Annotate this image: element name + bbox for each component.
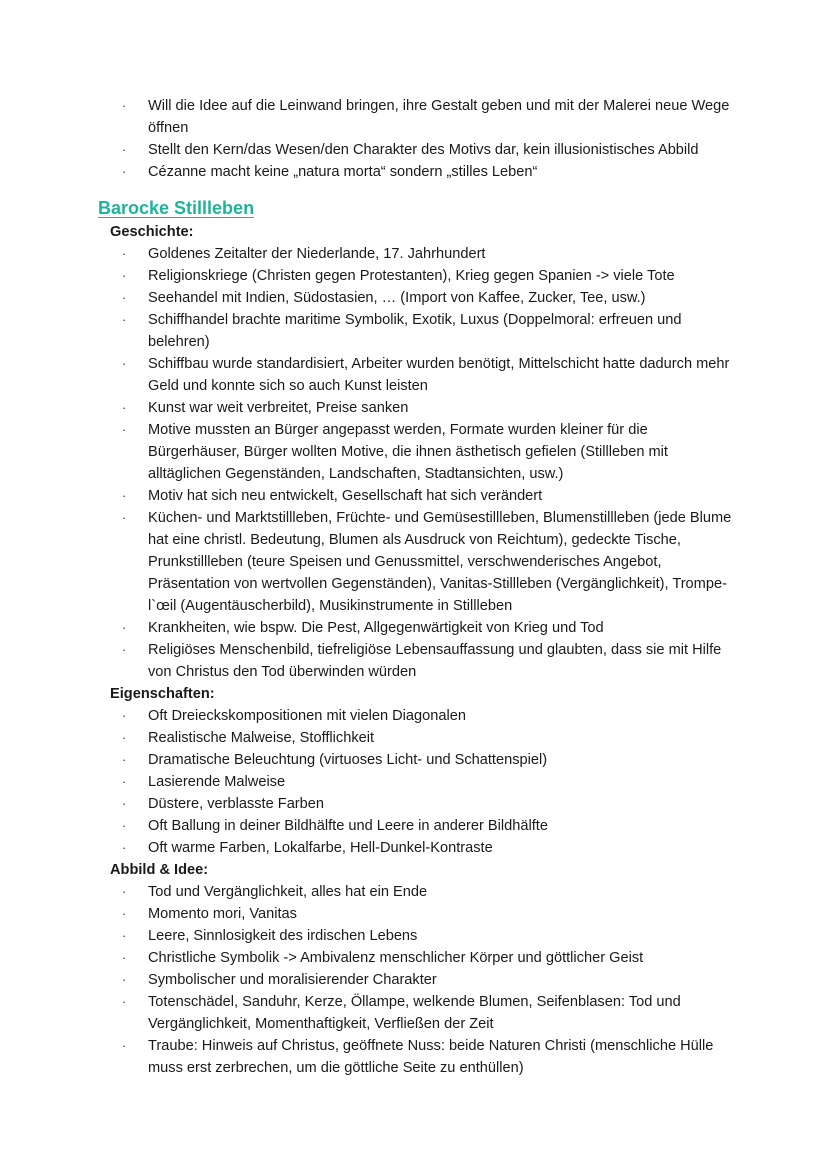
intro-list xyxy=(0,95,828,183)
list-item-text: Realistische Malweise, Stofflichkeit xyxy=(148,730,375,746)
list-item-text: Cézanne macht keine „natura morta“ sondern „stilles Leben“ xyxy=(148,164,538,180)
eigenschaften-list xyxy=(0,705,828,859)
bullet-icon: · xyxy=(122,268,127,283)
list-item xyxy=(0,639,828,683)
list-item-text: Oft warme Farben, Lokalfarbe, Hell-Dunkel-Kontraste xyxy=(148,840,493,856)
bullet-icon: · xyxy=(122,510,127,525)
bullet-icon: · xyxy=(122,164,127,179)
list-item-text: Schiffhandel brachte maritime Symbolik, Exotik, Luxus (Doppelmoral: erfreuen und belehren) xyxy=(148,312,682,350)
list-item-text: Leere, Sinnlosigkeit des irdischen Lebens xyxy=(148,928,418,944)
bullet-icon: · xyxy=(122,928,127,943)
subsection-title-geschichte: Geschichte: xyxy=(110,224,194,240)
list-item-text: Goldenes Zeitalter der Niederlande, 17. Jahrhundert xyxy=(148,246,486,262)
list-item-text: Traube: Hinweis auf Christus, geöffnete Nuss: beide Naturen Christi (menschliche Hülle muss erst zerbrechen, um die göttliche Seite zu enthüllen) xyxy=(148,1038,714,1076)
bullet-icon: · xyxy=(122,246,127,261)
list-item xyxy=(0,969,828,991)
list-item-text: Motiv hat sich neu entwickelt, Gesellschaft hat sich verändert xyxy=(148,488,543,504)
bullet-icon: · xyxy=(122,356,127,371)
bullet-icon: · xyxy=(122,312,127,327)
list-item xyxy=(0,727,828,749)
list-item-text: Dramatische Beleuchtung (virtuoses Licht- und Schattenspiel) xyxy=(148,752,548,768)
list-item xyxy=(0,705,828,727)
bullet-icon: · xyxy=(122,994,127,1009)
list-item xyxy=(0,617,828,639)
bullet-icon: · xyxy=(122,422,127,437)
list-item xyxy=(0,881,828,903)
subsection-title-abbild-idee: Abbild & Idee: xyxy=(110,862,209,878)
list-item-text: Küchen- und Marktstillleben, Früchte- und Gemüsestillleben, Blumenstillleben (jede Blume hat eine christl. Bedeutung, Blumen als Ausdruck von Reichtum), gedeckte Tische, Prunkstillleben (teure Speisen und Genussmittel, verschwenderisches Angebot, Präsentation von wertvollen Gegenständen), Vanitas-Stillleben (Vergänglichkeit), Trompe-l`œil (Augentäuscherbild), Musikinstrumente in Stillleben xyxy=(148,510,732,614)
section-heading: Barocke Stillleben xyxy=(98,198,255,218)
list-item-text: Stellt den Kern/das Wesen/den Charakter des Motivs dar, kein illusionistisches Abbild xyxy=(148,142,699,158)
list-item-text: Religionskriege (Christen gegen Protestanten), Krieg gegen Spanien -> viele Tote xyxy=(148,268,675,284)
bullet-icon: · xyxy=(122,884,127,899)
list-item-text: Oft Dreieckskompositionen mit vielen Diagonalen xyxy=(148,708,466,724)
list-item xyxy=(0,507,828,617)
list-item xyxy=(0,95,828,139)
bullet-icon: · xyxy=(122,752,127,767)
bullet-icon: · xyxy=(122,98,127,113)
list-item xyxy=(0,419,828,485)
list-item xyxy=(0,485,828,507)
list-item xyxy=(0,397,828,419)
bullet-icon: · xyxy=(122,142,127,157)
list-item-text: Lasierende Malweise xyxy=(148,774,286,790)
bullet-icon: · xyxy=(122,774,127,789)
list-item-text: Religiöses Menschenbild, tiefreligiöse Lebensauffassung und glaubten, dass sie mit Hilfe von Christus den Tod überwinden würden xyxy=(148,642,722,680)
list-item-text: Tod und Vergänglichkeit, alles hat ein Ende xyxy=(148,884,428,900)
list-item-text: Momento mori, Vanitas xyxy=(148,906,297,922)
list-item xyxy=(0,815,828,837)
list-item-text: Seehandel mit Indien, Südostasien, … (Import von Kaffee, Zucker, Tee, usw.) xyxy=(148,290,646,306)
bullet-icon: · xyxy=(122,840,127,855)
list-item xyxy=(0,139,828,161)
bullet-icon: · xyxy=(122,950,127,965)
abbild-idee-list xyxy=(0,881,828,1079)
list-item xyxy=(0,771,828,793)
list-item-text: Schiffbau wurde standardisiert, Arbeiter wurden benötigt, Mittelschicht hatte dadurch mehr Geld und konnte sich so auch Kunst leisten xyxy=(148,356,730,394)
list-item-text: Motive mussten an Bürger angepasst werden, Formate wurden kleiner für die Bürgerhäuser, Bürger wollten Motive, die ihnen ästhetisch gefielen (Stillleben mit alltäglichen Gegenständen, Landschaften, Stadtansichten, usw.) xyxy=(148,422,668,482)
bullet-icon: · xyxy=(122,400,127,415)
list-item xyxy=(0,265,828,287)
list-item xyxy=(0,309,828,353)
list-item xyxy=(0,749,828,771)
list-item-text: Oft Ballung in deiner Bildhälfte und Leere in anderer Bildhälfte xyxy=(148,818,548,834)
list-item-text: Symbolischer und moralisierender Charakter xyxy=(148,972,437,988)
bullet-icon: · xyxy=(122,708,127,723)
bullet-icon: · xyxy=(122,488,127,503)
list-item xyxy=(0,793,828,815)
list-item-text: Will die Idee auf die Leinwand bringen, ihre Gestalt geben und mit der Malerei neue Wege öffnen xyxy=(148,98,730,136)
list-item xyxy=(0,837,828,859)
list-item-text: Christliche Symbolik -> Ambivalenz menschlicher Körper und göttlicher Geist xyxy=(148,950,644,966)
bullet-icon: · xyxy=(122,906,127,921)
list-item xyxy=(0,925,828,947)
bullet-icon: · xyxy=(122,620,127,635)
bullet-icon: · xyxy=(122,642,127,657)
bullet-icon: · xyxy=(122,796,127,811)
list-item xyxy=(0,161,828,183)
bullet-icon: · xyxy=(122,818,127,833)
list-item xyxy=(0,353,828,397)
bullet-icon: · xyxy=(122,972,127,987)
list-item-text: Krankheiten, wie bspw. Die Pest, Allgegenwärtigkeit von Krieg und Tod xyxy=(148,620,604,636)
list-item xyxy=(0,903,828,925)
list-item-text: Düstere, verblasste Farben xyxy=(148,796,325,812)
bullet-icon: · xyxy=(122,730,127,745)
list-item xyxy=(0,947,828,969)
document-page xyxy=(0,95,828,1079)
list-item xyxy=(0,991,828,1035)
subsection-title-eigenschaften: Eigenschaften: xyxy=(110,686,215,702)
geschichte-list xyxy=(0,243,828,683)
list-item xyxy=(0,1035,828,1079)
list-item-text: Totenschädel, Sanduhr, Kerze, Öllampe, welkende Blumen, Seifenblasen: Tod und Vergänglichkeit, Momenthaftigkeit, Verfließen der Zeit xyxy=(148,994,681,1032)
list-item xyxy=(0,287,828,309)
bullet-icon: · xyxy=(122,1038,127,1053)
bullet-icon: · xyxy=(122,290,127,305)
list-item xyxy=(0,243,828,265)
list-item-text: Kunst war weit verbreitet, Preise sanken xyxy=(148,400,409,416)
